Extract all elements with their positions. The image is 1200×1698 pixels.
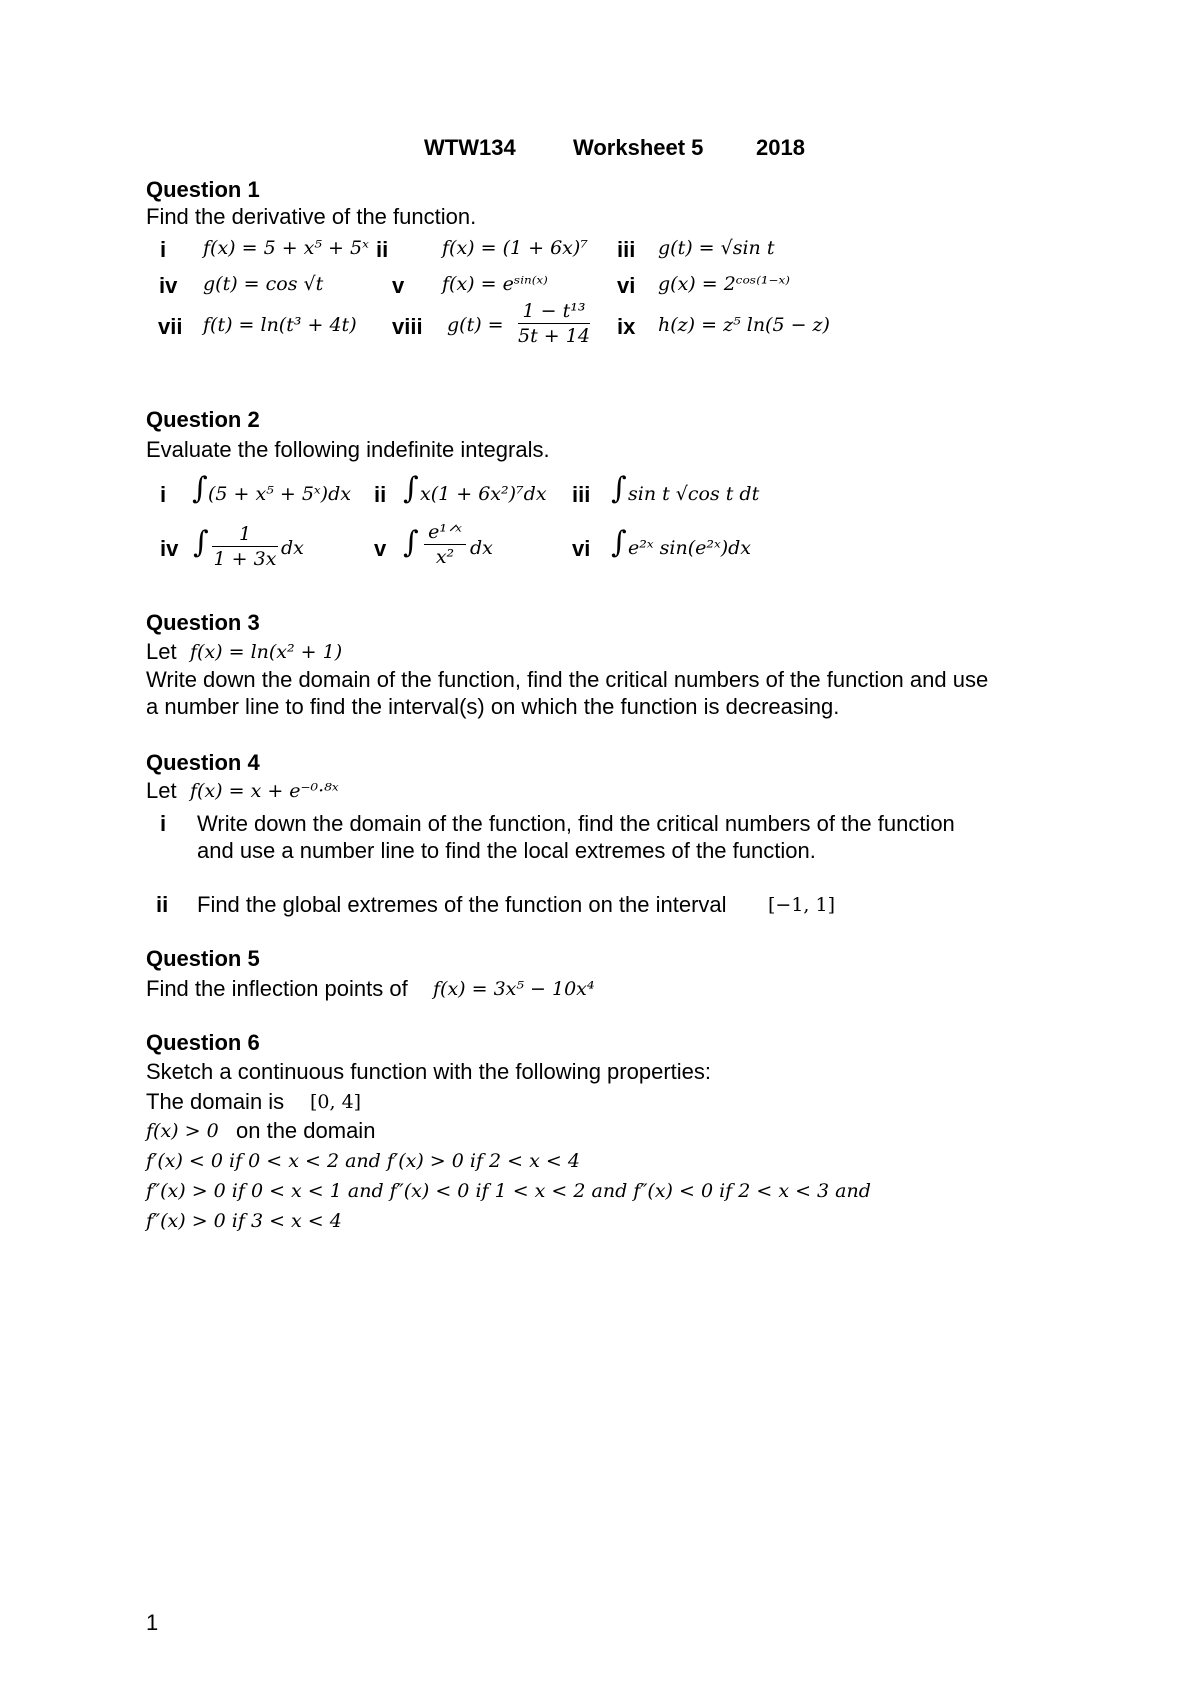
q1-item-label: viii: [392, 314, 423, 339]
integral-sign-icon: ∫: [611, 471, 627, 506]
q1-item-expr: f(x) = 5 + x⁵ + 5ˣ: [203, 237, 369, 259]
integral-sign-icon: ∫: [192, 471, 208, 506]
q4-item-label: ii: [156, 892, 169, 917]
q2-item-label: v: [374, 536, 387, 561]
fraction-bar: [212, 546, 278, 547]
question-4-function: f(x) = x + e⁻⁰·⁸ˣ: [190, 780, 339, 802]
question-3-text-line-2: a number line to find the interval(s) on which the function is decreasing.: [146, 694, 840, 719]
q1-item-expr: f(x) = eˢⁱⁿ⁽ˣ⁾: [442, 273, 548, 295]
q2-item-tail: dx: [470, 537, 493, 559]
question-1-instruction: Find the derivative of the function.: [146, 204, 477, 229]
question-3-text-line-1: Write down the domain of the function, find the critical numbers of the function and use: [146, 667, 989, 692]
question-4-part-i-line-1: Write down the domain of the function, find the critical numbers of the function: [197, 811, 955, 836]
worksheet-title: Worksheet 5: [573, 135, 704, 160]
q2-item-label: ii: [374, 482, 387, 507]
fraction-bar: [518, 323, 590, 324]
fraction-numerator: e¹ᐟˣ: [428, 521, 462, 543]
q2-item-label: iii: [572, 482, 591, 507]
q1-item-expr: h(z) = z⁵ ln(5 − z): [658, 314, 830, 336]
question-5-text: Find the inflection points of: [146, 976, 408, 1001]
q2-item-label: i: [160, 482, 167, 507]
integral-sign-icon: ∫: [611, 525, 627, 560]
fraction-bar: [424, 544, 466, 545]
q2-fraction: [424, 521, 466, 568]
question-6-positive-fn: f(x) > 0: [146, 1120, 219, 1142]
q1-item-label: ix: [617, 314, 636, 339]
question-2-heading: Question 2: [146, 407, 260, 432]
q1-fraction: [518, 300, 590, 347]
q1-item-label: iii: [617, 237, 636, 262]
question-3-heading: Question 3: [146, 610, 260, 635]
question-3-let: Let: [146, 639, 177, 664]
q2-item-label: vi: [572, 536, 591, 561]
q2-item-expr: (5 + x⁵ + 5ˣ)dx: [208, 483, 351, 505]
question-6-positive-text: on the domain: [236, 1118, 376, 1143]
q2-item-expr: e²ˣ sin(e²ˣ)dx: [628, 537, 752, 559]
q1-item-label: vii: [158, 314, 183, 339]
fraction-denominator: x²: [435, 546, 455, 568]
question-4-part-i-line-2: and use a number line to find the local extremes of the function.: [197, 838, 816, 863]
q2-item-label: iv: [160, 536, 179, 561]
q1-item-expr: g(t) = cos √t: [203, 273, 324, 295]
question-6-first-derivative-conditions: f′(x) < 0 if 0 < x < 2 and f′(x) > 0 if 2 < x < 4: [146, 1150, 580, 1172]
q1-item-label: vi: [617, 273, 636, 298]
question-6-heading: Question 6: [146, 1030, 260, 1055]
fraction-numerator: 1 − t¹³: [522, 300, 586, 322]
question-4-interval: [−1, 1]: [768, 894, 836, 916]
q1-item-label: v: [392, 273, 405, 298]
question-5-function: f(x) = 3x⁵ − 10x⁴: [433, 978, 595, 1000]
question-4-part-ii-text: Find the global extremes of the function on the interval: [197, 892, 727, 917]
q1-item-expr: g(x) = 2ᶜᵒˢ⁽¹⁻ˣ⁾: [658, 273, 790, 295]
integral-sign-icon: ∫: [403, 471, 419, 506]
question-5-heading: Question 5: [146, 946, 260, 971]
fraction-numerator: 1: [238, 523, 252, 545]
q1-item-expr: g(t) = √sin t: [658, 237, 775, 259]
question-4-let: Let: [146, 778, 177, 803]
course-code: WTW134: [424, 135, 516, 160]
q2-item-expr: x(1 + 6x²)⁷dx: [420, 483, 547, 505]
question-2-instruction: Evaluate the following indefinite integrals.: [146, 437, 550, 462]
q1-item-label: iv: [159, 273, 178, 298]
integral-sign-icon: ∫: [403, 525, 419, 560]
q4-item-label: i: [160, 811, 167, 836]
question-6-line-1: Sketch a continuous function with the following properties:: [146, 1059, 711, 1084]
fraction-denominator: 5t + 14: [518, 325, 590, 347]
q1-item-label: i: [160, 237, 167, 262]
question-6-second-derivative-conditions-cont: f″(x) > 0 if 3 < x < 4: [146, 1210, 342, 1232]
q2-item-tail: dx: [281, 537, 304, 559]
q2-fraction: [212, 523, 278, 570]
q2-item-expr: sin t √cos t dt: [628, 483, 760, 505]
page-number: 1: [146, 1610, 159, 1635]
question-6-domain-text: The domain is: [146, 1089, 285, 1114]
question-4-heading: Question 4: [146, 750, 260, 775]
question-6-second-derivative-conditions: f″(x) > 0 if 0 < x < 1 and f″(x) < 0 if 1 < x < 2 and f″(x) < 0 if 2 < x < 3 and: [146, 1180, 871, 1202]
q1-item-label: ii: [376, 237, 389, 262]
integral-sign-icon: ∫: [193, 525, 209, 560]
question-6-domain-value: [0, 4]: [310, 1091, 362, 1113]
q1-item-expr: f(t) = ln(t³ + 4t): [203, 314, 357, 336]
worksheet-year: 2018: [756, 135, 805, 160]
question-1-heading: Question 1: [146, 177, 260, 202]
q1-item-expr: f(x) = (1 + 6x)⁷: [442, 237, 588, 259]
fraction-denominator: 1 + 3x: [213, 548, 277, 570]
question-3-function: f(x) = ln(x² + 1): [190, 641, 343, 663]
q1-item-lhs: g(t) =: [447, 314, 504, 336]
